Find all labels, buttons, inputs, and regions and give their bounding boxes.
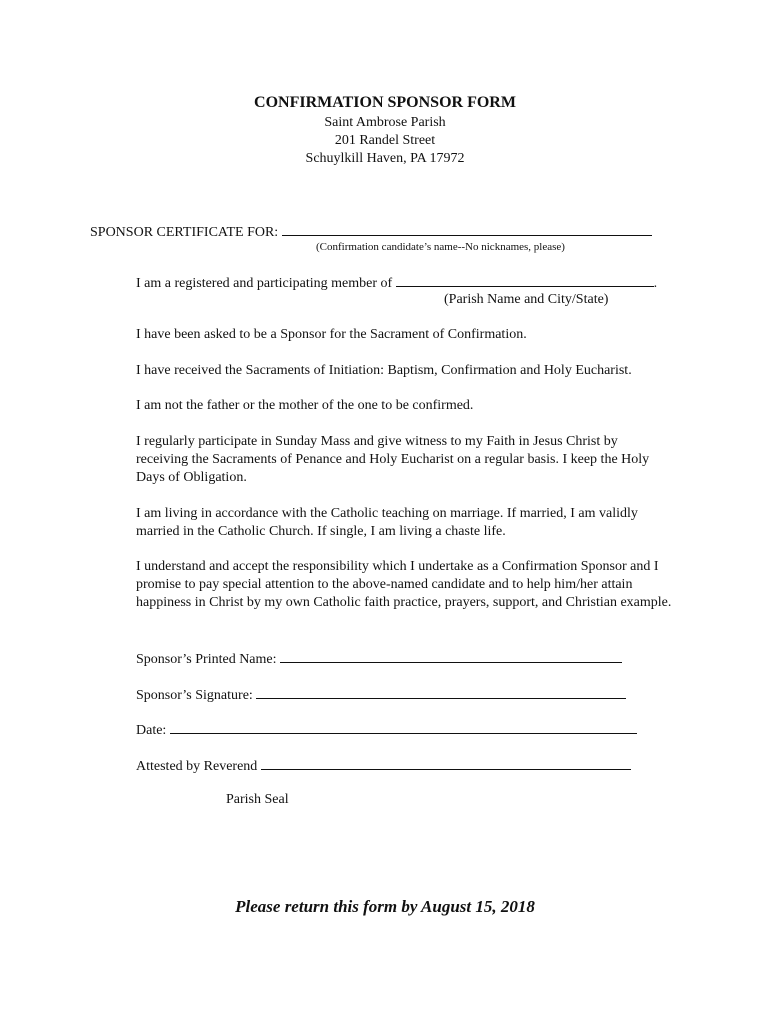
membership-period: . (653, 276, 658, 291)
date-field[interactable] (170, 719, 637, 734)
statement-responsibility: I understand and accept the responsibility which I undertake as a Confirmation Sponsor and I promise to pay special attention to the above-named candidate and to help him/her attain happiness in Christ by my own Catholic faith practice, prayers, support, and Christian example. (136, 559, 672, 610)
printed-name-label: Sponsor’s Printed Name: (136, 652, 277, 667)
date-row (136, 719, 637, 740)
form-title: CONFIRMATION SPONSOR FORM (254, 94, 516, 111)
return-deadline: Please return this form by August 15, 2018 (235, 897, 535, 916)
candidate-name-hint: (Confirmation candidate’s name--No nicknames, please) (316, 241, 565, 253)
signature-field[interactable] (256, 684, 626, 699)
attested-row (136, 755, 631, 776)
membership-row (136, 272, 657, 293)
certificate-label: SPONSOR CERTIFICATE FOR: (90, 225, 279, 240)
date-label: Date: (136, 723, 167, 738)
statement-sponsor-asked: I have been asked to be a Sponsor for the Sacrament of Confirmation. (136, 327, 527, 342)
parish-field-hint: (Parish Name and City/State) (444, 292, 609, 307)
attested-label: Attested by Reverend (136, 759, 258, 774)
membership-label: I am a registered and participating member of (136, 276, 393, 291)
statement-sacraments-received: I have received the Sacraments of Initiation: Baptism, Confirmation and Holy Eucharist. (136, 363, 632, 378)
statement-marriage: I am living in accordance with the Catholic teaching on marriage. If married, I am validly married in the Catholic Church. If single, I am living a chaste life. (136, 506, 638, 539)
statement-participation: I regularly participate in Sunday Mass and give witness to my Faith in Jesus Christ by receiving the Sacraments of Penance and Holy Eucharist on a regular basis. I keep the Holy Days of Obligation. (136, 434, 650, 485)
statement-not-parent: I am not the father or the mother of the one to be confirmed. (136, 398, 474, 413)
parish-field[interactable] (396, 272, 654, 287)
parish-seal-label: Parish Seal (226, 792, 289, 807)
printed-name-field[interactable] (280, 648, 622, 663)
printed-name-row (136, 648, 622, 669)
signature-row (136, 684, 626, 705)
parish-street: 201 Randel Street (334, 133, 436, 148)
parish-name: Saint Ambrose Parish (324, 115, 446, 130)
parish-city: Schuylkill Haven, PA 17972 (305, 151, 465, 166)
candidate-name-field[interactable] (282, 221, 652, 236)
attested-field[interactable] (261, 755, 631, 770)
signature-label: Sponsor’s Signature: (136, 688, 253, 703)
